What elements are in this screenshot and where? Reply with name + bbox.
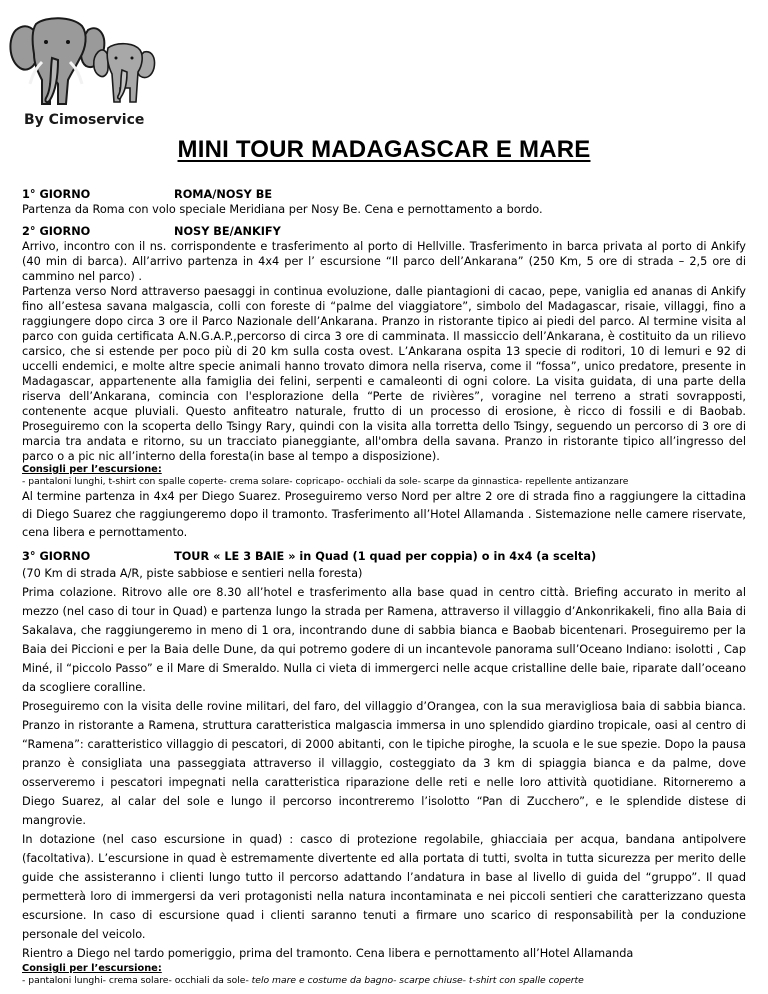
day-2-heading — [22, 224, 746, 239]
day-3-paragraph: Proseguiremo con la visita delle rovine militari, del faro, del villaggio d’Orangea, con la sua meravigliosa baia di sabbia bianca. Pranzo in ristorante a Ramena, struttura caratteristica malgascia immersa in uno splendido giardino tropicale, oasi al centro di “Ramena”: caratteristico villaggio di pescatori, di 2000 abitanti, con le tipiche piroghe, la scuola e le sue spezie. Dopo la pausa pranzo è consigliata una passeggiata attraverso il villaggio, costeggiato da 3 km di spiaggia bianca e da palme, dove osserveremo i pescatori impegnati nella caratteristica riparazione delle reti e nelle loro attività quotidiane. Ritorneremo a Diego Suarez, al calar del sole e lungo il percorso incontreremo l’isolotto “Pan di Zucchero”, e le splendide distese di mangrovie. — [22, 700, 746, 828]
day-3-heading — [22, 549, 746, 564]
advice-list — [22, 975, 746, 987]
day-number: 2° GIORNO — [22, 225, 91, 238]
advice-title: Consigli per l’escursione: — [22, 963, 162, 975]
itinerary — [22, 187, 746, 987]
day-1-text: Partenza da Roma con volo speciale Meridiana per Nosy Be. Cena e pernottamento a bordo. — [22, 203, 543, 216]
logo-text: By Cimoservice — [24, 112, 145, 128]
day-route: NOSY BE/ANKIFY — [174, 225, 281, 238]
day-route: TOUR « LE 3 BAIE » in Quad (1 quad per coppia) o in 4x4 (a scelta) — [174, 550, 597, 564]
advice-plain: - pantaloni lunghi- crema solare- occhiali da sole- — [22, 975, 249, 987]
day-2-after: Al termine partenza in 4x4 per Diego Suarez. Proseguiremo verso Nord per altre 2 ore di strada fino a raggiungere la cittadina di Diego Suarez che raggiungeremo dopo il tramonto. Trasferimento all’Hotel Allamanda . Sistemazione nelle camere riservate, cena libera e pernottamento. — [22, 490, 746, 540]
day-1-heading — [22, 187, 746, 202]
day-3-paragraph: (70 Km di strada A/R, piste sabbiose e sentieri nella foresta) — [22, 567, 363, 581]
day-number: 3° GIORNO — [22, 550, 91, 564]
day-3-paragraph: Prima colazione. Ritrovo alle ore 8.30 all’hotel e trasferimento alla base quad in centro città. Briefing accurato in merito al mezzo (nel caso di tour in Quad) e partenza lungo la strada per Ramena, attraverso il villaggio d’Ankonrikakeli, fino alla Baia di Sakalava, che raggiungeremo in meno di 1 ora, incontrando dune di sabbia bianca e Baobab bicentenari. Proseguiremo per la Baia dei Piccioni e per la Baia delle Dune, da qui potremo godere di un incantevole panorama sull’Oceano Indiano: isolotti , Cap Miné, il “piccolo Passo” e il Mare di Smeraldo. Nulla ci vieta di immergerci nelle acque cristalline delle baie, riparate dall’oceano da scogliere coralline. — [22, 586, 746, 695]
day-number: 1° GIORNO — [22, 188, 91, 201]
day-3-paragraph: In dotazione (nel caso escursione in quad) : casco di protezione regolabile, ghiacciaia per acqua, bandana antipolvere (facoltativa). L’escursione in quad è estremamente divertente ed alla portata di tutti, svolta in tutta sicurezza per merito delle guide che assisteranno i clienti lungo tutto il percorso adattando l’andatura in base al livello di guida del “gruppo”. Il quad permetterà loro di immergersi da veri protagonisti nella natura incontaminata e nei piccoli sentieri che caratterizzano questa escursione. In caso di escursione quad i clienti saranno tenuti a firmare uno scarico di responsabilità per la conduzione personale del veicolo. — [22, 833, 746, 942]
day-2-paragraph: Arrivo, incontro con il ns. corrispondente e trasferimento al porto di Hellville. Trasferimento in barca privata al porto di Ankify (40 min di barca). All’arrivo partenza in 4x4 per l’ escursione “Il parco dell’Ankarana” (250 Km, 5 ore di strada – 2,5 ore di cammino nel parco) . — [22, 240, 746, 283]
advice-italic: telo mare e costume da bagno- scarpe chiuse- t-shirt con spalle coperte — [248, 975, 584, 987]
advice-list: - pantaloni lunghi, t-shirt con spalle coperte- crema solare- copricapo- occhiali da sole- scarpe da ginnastica- repellente antizanzare — [22, 476, 629, 487]
cimoservice-logo — [6, 10, 156, 134]
day-route: ROMA/NOSY BE — [174, 188, 273, 201]
elephant-icon — [6, 10, 156, 110]
day-3-paragraph: Rientro a Diego nel tardo pomeriggio, prima del tramonto. Cena libera e pernottamento all’Hotel Allamanda — [22, 947, 634, 961]
day-2-paragraph: Partenza verso Nord attraverso paesaggi in continua evoluzione, dalle piantagioni di cacao, pepe, vaniglia ed ananas di Ankify fino all’estesa savana malgascia, colli con foreste di “palme del viaggiatore”, simbolo del Madagascar, risaie, villaggi, fino a raggiungere dopo circa 3 ore il Parco Nazionale dell’Ankarana. Pranzo in ristorante tipico ai piedi del parco. Al termine visita al parco con guida certificata A.N.G.A.P.,percorso di circa 3 ore di camminata. Il massiccio dell’Ankarana, è costituito da un rilievo carsico, che si estende per poco più di 20 km sulla costa ovest. L’Ankarana ospita 13 specie di roditori, 10 di lemuri e 92 di uccelli endemici, e molte altre specie animali hanno trovato dimora nella riserva, come il “fossa”, unico predatore, presente in Madagascar, appartenente alla famiglia dei felini, serpenti e camaleonti di ogni colore. La visita guidata, di una parte della riserva dell’Ankarana, comincia con l'esplorazione della “Perte de rivières”, voragine nel terreno a strati sovrapposti, contenente acque pluviali. Questo anfiteatro naturale, frutto di un processo di erosione, è ricco di fossili e di Baobab. Proseguiremo con la scoperta dello Tsingy Rary, quindi con la visita alla torretta dello Tsingy, seguendo un percorso di 3 ore di marcia tra andata e ritorno, su un tracciato pianeggiante, all'ombra della savana. Pranzo in ristorante tipico all’ingresso del parco o a pic nic all’interno della foresta(in base al tempo a disposizione). — [22, 285, 746, 463]
advice-title: Consigli per l’escursione: — [22, 464, 162, 475]
page-title: MINI TOUR MADAGASCAR E MARE — [177, 136, 591, 163]
